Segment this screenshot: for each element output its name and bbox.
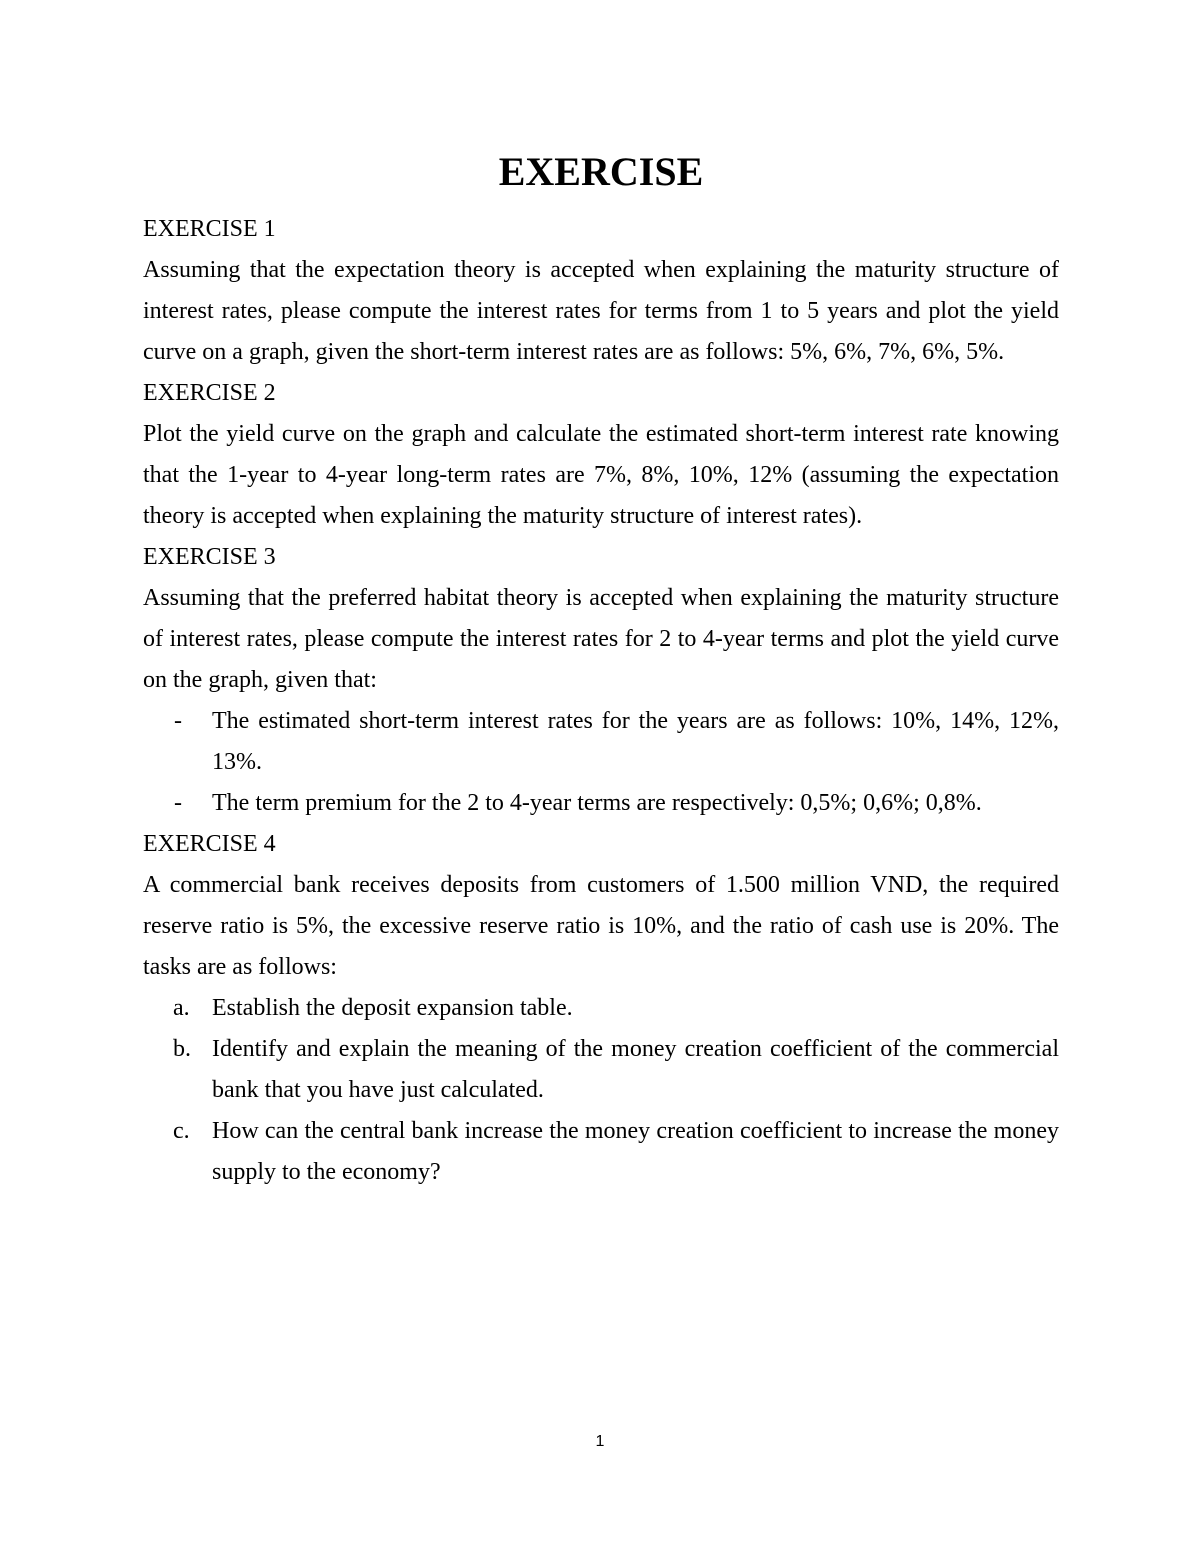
exercise-1-heading: EXERCISE 1 [143,216,276,242]
exercise-1 [143,209,1059,373]
exercise-4-heading: EXERCISE 4 [143,831,276,857]
list-item-marker: a. [173,995,190,1021]
exercise-1-text: Assuming that the expectation theory is accepted when explaining the maturity structure of interest rates, please compute the interest rates for terms from 1 to 5 years and plot the yield curve on a graph, given the short-term interest rates are as follows: 5%, 6%, 7%, 6%, 5%. [143,257,1059,365]
document-body [143,209,1059,1193]
list-item [143,783,1059,824]
exercise-4 [143,824,1059,1193]
exercise-3-text: Assuming that the preferred habitat theory is accepted when explaining the maturity structure of interest rates, please compute the interest rates for 2 to 4-year terms and plot the yield curve on the graph, given that: [143,585,1059,693]
list-item [143,1111,1059,1193]
exercise-2 [143,373,1059,537]
list-item-marker: c. [173,1118,190,1144]
list-item-text: Establish the deposit expansion table. [212,995,573,1021]
page-number: 1 [595,1433,605,1450]
list-item-text: How can the central bank increase the money creation coefficient to increase the money supply to the economy? [212,1118,1059,1185]
exercise-4-text: A commercial bank receives deposits from customers of 1.500 million VND, the required reserve ratio is 5%, the excessive reserve ratio is 10%, and the ratio of cash use is 20%. The tasks are as follows: [143,872,1059,980]
list-item-marker: b. [173,1036,191,1062]
list-item-marker: - [174,790,182,816]
list-item [143,988,1059,1029]
document-page [143,0,1059,1553]
list-item [143,701,1059,783]
exercise-2-heading: EXERCISE 2 [143,380,276,406]
list-item-marker: - [174,708,182,734]
exercise-3 [143,537,1059,824]
list-item-text: Identify and explain the meaning of the money creation coefficient of the commercial bank that you have just calculated. [212,1036,1059,1103]
exercise-3-heading: EXERCISE 3 [143,544,276,570]
exercise-3-list [143,701,1059,824]
list-item-text: The term premium for the 2 to 4-year terms are respectively: 0,5%; 0,6%; 0,8%. [212,790,982,816]
exercise-4-task-list [143,988,1059,1193]
list-item [143,1029,1059,1111]
list-item-text: The estimated short-term interest rates for the years are as follows: 10%, 14%, 12%, 13%. [212,708,1059,775]
page-title: EXERCISE [498,149,704,194]
exercise-2-text: Plot the yield curve on the graph and calculate the estimated short-term interest rate knowing that the 1-year to 4-year long-term rates are 7%, 8%, 10%, 12% (assuming the expectation theory is accepted when explaining the maturity structure of interest rates). [143,421,1059,529]
